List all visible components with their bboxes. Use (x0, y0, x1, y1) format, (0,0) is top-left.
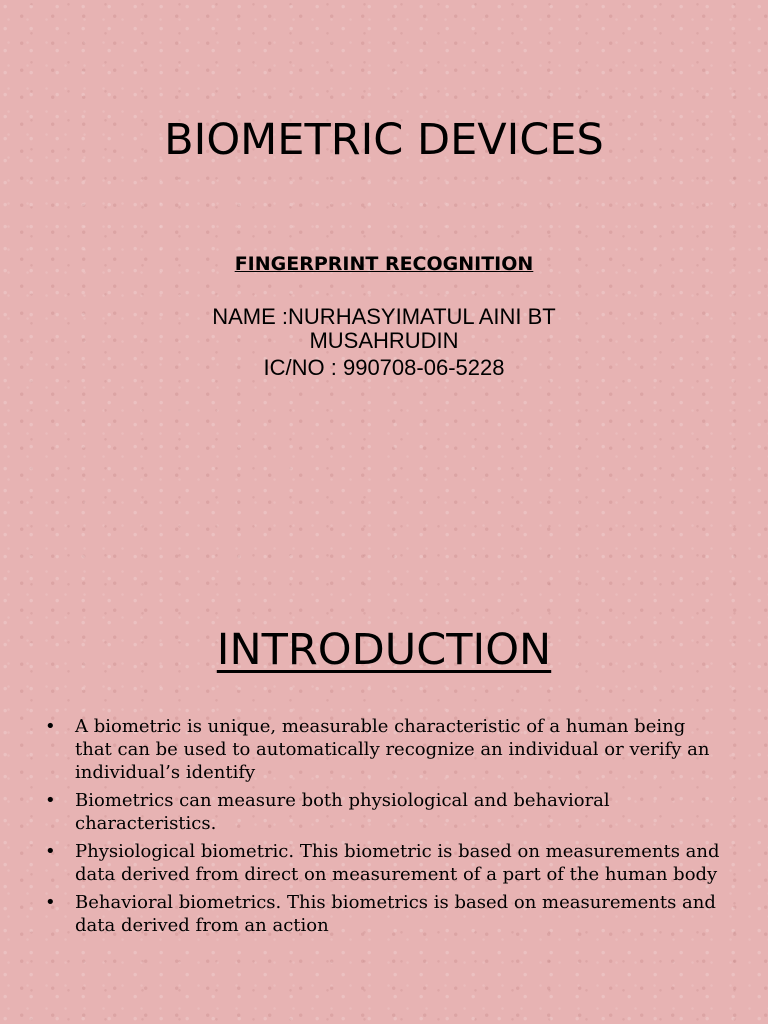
slide-title-heading: BIOMETRIC DEVICES (164, 115, 604, 165)
introduction-bullet-list (75, 715, 725, 942)
slide-subtitle: FINGERPRINT RECOGNITION (234, 253, 534, 275)
author-name-line-1: NAME :NURHASYIMATUL AINI BT (212, 304, 556, 329)
bullet-item: • Physiological biometric. This biometric is based on measurements and data derived from direct on measurement of a part of the human body (75, 840, 725, 886)
author-name-line-2: MUSAHRUDIN (309, 328, 459, 353)
slide-introduction (0, 512, 768, 1024)
author-ic-number: IC/NO : 990708-06-5228 (263, 355, 505, 380)
bullet-item: • A biometric is unique, measurable characteristic of a human being that can be used to automatically recognize an individual or verify an individual’s identify (75, 715, 725, 784)
author-info (0, 305, 768, 380)
bullet-item: • Biometrics can measure both physiological and behavioral characteristics. (75, 789, 725, 835)
introduction-heading: INTRODUCTION (216, 625, 552, 675)
bullet-item: • Behavioral biometrics. This biometrics is based on measurements and data derived from an action (75, 891, 725, 937)
